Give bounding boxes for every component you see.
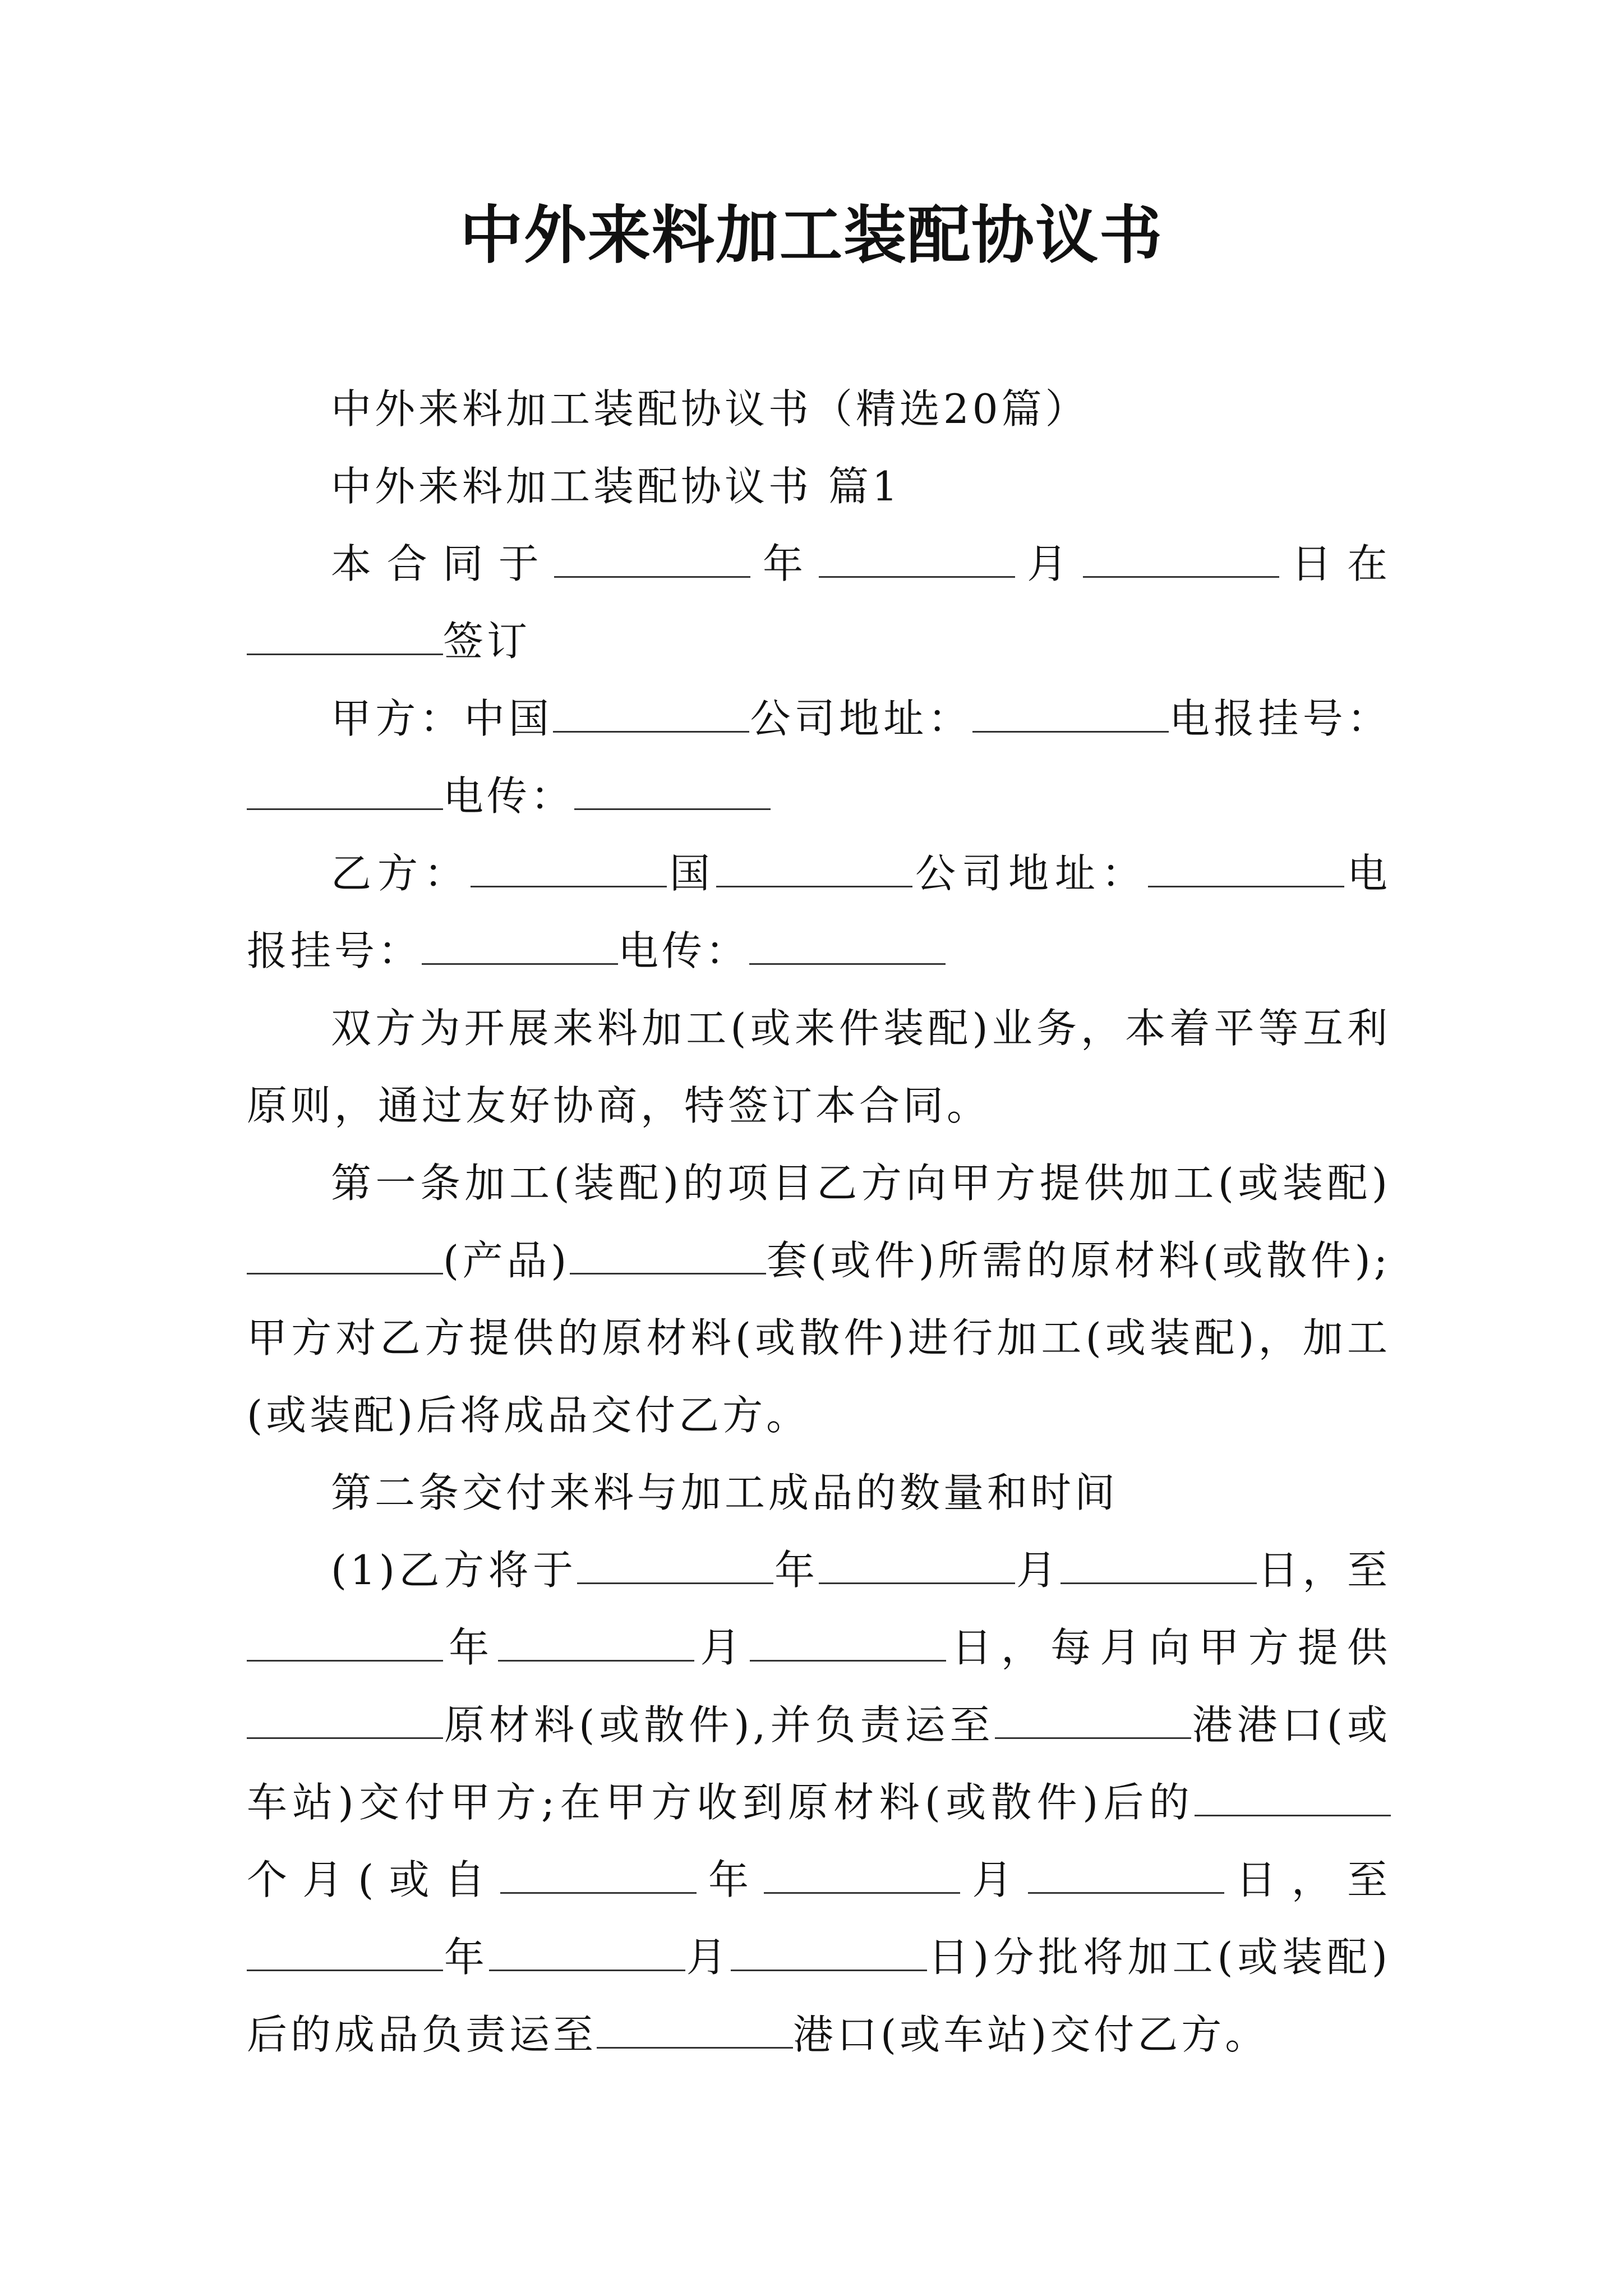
text-run: 本合同于 xyxy=(331,540,555,587)
text-run: 原材料(或散件),并负责运至 xyxy=(443,1701,995,1749)
text-run: 公司地址： xyxy=(912,850,1148,897)
blank-line xyxy=(422,930,618,965)
section-heading: 中外来料加工装配协议书 篇1 xyxy=(331,463,901,510)
text-run: 电报挂号： xyxy=(1168,695,1391,742)
text-run: 港口(或车站)交付乙方。 xyxy=(793,2011,1269,2058)
text-run: 年 xyxy=(443,1624,499,1671)
paragraph-purpose: 双方为开展来料加工(或来件装配)业务，本着平等互利原则，通过友好协商，特签订本合同。 xyxy=(247,1005,1391,1129)
blank-line xyxy=(1028,1858,1224,1894)
blank-line xyxy=(749,930,946,965)
text-run: 日，每月向甲方提供 xyxy=(946,1624,1391,1671)
blank-line xyxy=(716,852,912,887)
text-run: 年 xyxy=(773,1547,819,1594)
text-run: 日在 xyxy=(1279,540,1391,587)
text-run: 月 xyxy=(685,1934,731,1981)
blank-line xyxy=(1083,542,1279,578)
paragraph-party-a xyxy=(247,680,1391,835)
blank-line xyxy=(247,775,443,810)
blank-line xyxy=(1148,852,1344,887)
text-run: 月 xyxy=(694,1624,750,1671)
text-run: 签订 xyxy=(443,618,531,665)
blank-line xyxy=(247,620,443,655)
blank-line xyxy=(764,1858,960,1894)
paragraph-party-b xyxy=(247,835,1391,990)
text-run: 日，至 xyxy=(1257,1547,1391,1594)
text-run: (1)乙方将于 xyxy=(331,1547,578,1594)
blank-line xyxy=(247,1936,443,1971)
paragraph-signing xyxy=(247,525,1391,680)
blank-line xyxy=(750,1626,946,1662)
blank-line xyxy=(489,1936,685,1971)
article-2-heading: 第二条交付来料与加工成品的数量和时间 xyxy=(331,1469,1119,1516)
text-run: 月 xyxy=(1015,1547,1061,1594)
text-run: 月 xyxy=(1015,540,1083,587)
text-run: 年 xyxy=(750,540,819,587)
document-title: 中外来料加工装配协议书 xyxy=(460,199,1163,272)
text-run: 电传： xyxy=(618,927,750,974)
blank-line xyxy=(995,1704,1191,1739)
blank-line xyxy=(247,1239,443,1274)
blank-line xyxy=(553,697,749,733)
blank-line xyxy=(554,542,750,578)
blank-line xyxy=(500,1858,697,1894)
text-run: 乙方： xyxy=(331,850,471,897)
text-run: 套(或件)所需的原材料(或散件);甲方对乙方提供的原材料(或散件)进行加工(或装配)，加工(或装配)后将成品交付乙方。 xyxy=(247,1237,1391,1439)
text-run: 日)分批将加工(或装配)后的成品负责运至 xyxy=(247,1934,1391,2058)
blank-line xyxy=(597,2013,793,2049)
blank-line xyxy=(498,1626,694,1662)
blank-line xyxy=(1195,1781,1391,1816)
blank-line xyxy=(972,697,1169,733)
text-run: 年 xyxy=(443,1934,489,1981)
text-run: 电传： xyxy=(443,772,575,820)
blank-line xyxy=(577,1549,773,1584)
text-run: 国 xyxy=(667,850,716,897)
text-run: 日，至 xyxy=(1224,1856,1391,1903)
text-run: 甲方：中国 xyxy=(331,695,554,742)
blank-line xyxy=(570,1239,766,1274)
document-subtitle: 中外来料加工装配协议书（精选20篇） xyxy=(331,385,1089,432)
blank-line xyxy=(819,1549,1015,1584)
blank-line xyxy=(471,852,667,887)
text-run: 第一条加工(装配)的项目乙方向甲方提供加工(或装配) xyxy=(331,1159,1391,1207)
blank-line xyxy=(819,542,1015,578)
blank-line xyxy=(247,1704,443,1739)
text-run: 港港口(或车站)交付甲方;在甲方收到原材料(或散件)后的 xyxy=(247,1701,1391,1826)
document-body xyxy=(247,370,1391,2073)
blank-line xyxy=(247,1626,443,1662)
text-run: (产品) xyxy=(443,1237,570,1284)
text-run: 公司地址： xyxy=(749,695,972,742)
blank-line xyxy=(1061,1549,1257,1584)
text-run: 年 xyxy=(696,1856,764,1903)
text-run: 个月(或自 xyxy=(247,1856,500,1903)
paragraph-article-2-item-1 xyxy=(247,1531,1391,2073)
text-run: 电报挂号： xyxy=(247,850,1391,974)
paragraph-article-1 xyxy=(247,1144,1391,1454)
blank-line xyxy=(574,775,771,810)
blank-line xyxy=(731,1936,927,1971)
text-run: 月 xyxy=(960,1856,1028,1903)
